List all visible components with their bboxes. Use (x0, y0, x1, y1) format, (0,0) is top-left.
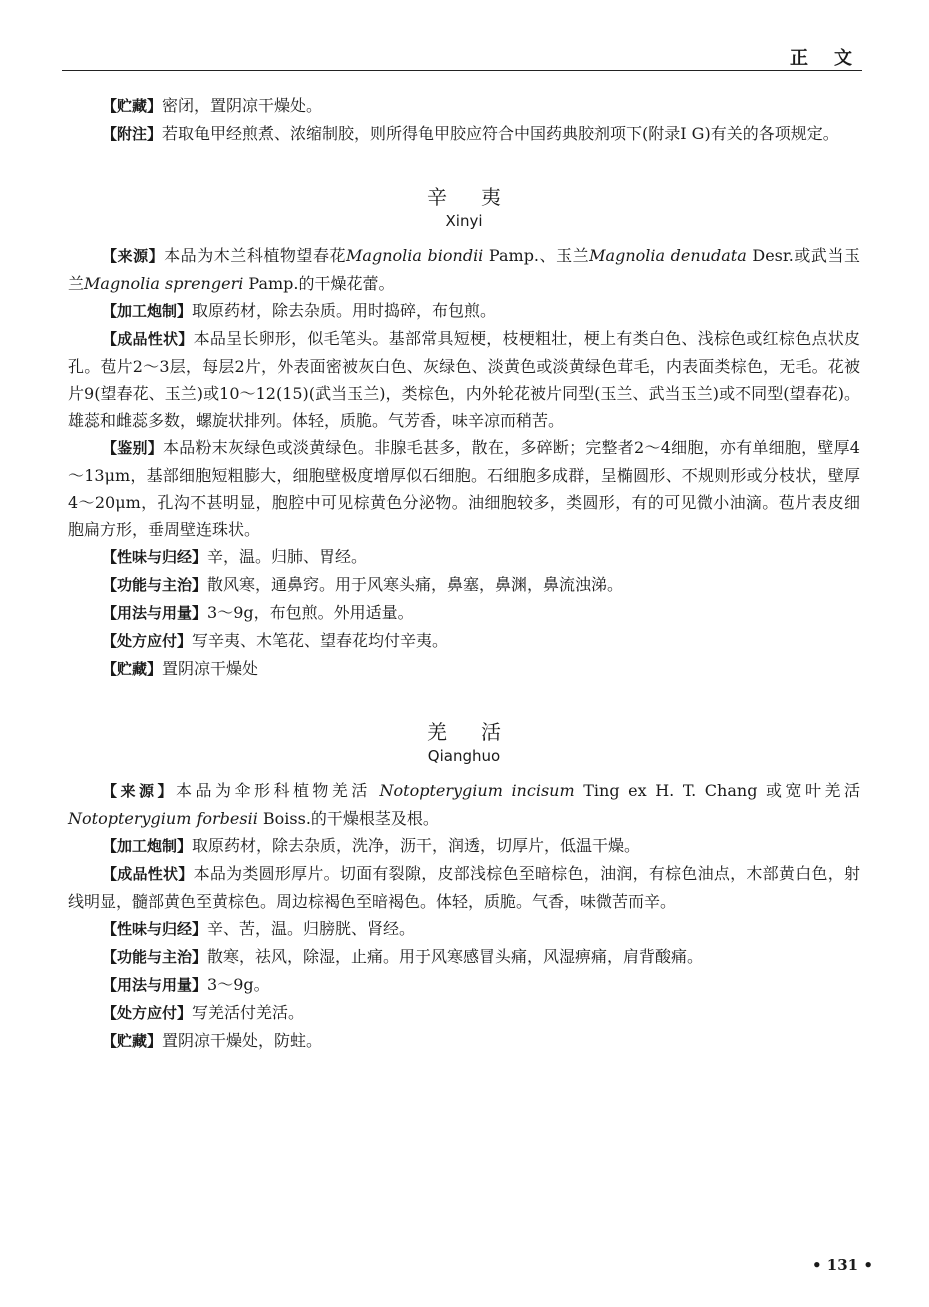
label: 【用法与用量】 (102, 604, 208, 622)
qianghuo-source (68, 777, 860, 832)
prev-storage (68, 92, 860, 120)
text: 3～9g。 (207, 975, 270, 994)
text: Pamp.、玉兰 (483, 246, 590, 265)
text: 辛、苦，温。归膀胱、肾经。 (207, 919, 416, 938)
xinyi-taste (68, 543, 860, 571)
header-rule (62, 70, 862, 71)
label: 【处方应付】 (102, 1004, 193, 1022)
xinyi-processing (68, 297, 860, 325)
xinyi-source (68, 242, 860, 297)
label: 【性味与归经】 (102, 920, 208, 938)
xinyi-identification (68, 434, 860, 543)
label: 【附注】 (102, 125, 163, 143)
label: 【鉴别】 (102, 439, 163, 457)
label: 【成品性状】 (102, 330, 194, 348)
xinyi-prescription (68, 627, 860, 655)
text: 本品为伞形科植物羌活 (175, 781, 380, 800)
qianghuo-storage (68, 1027, 860, 1055)
label: 【贮藏】 (102, 660, 163, 678)
text: 写辛夷、木笔花、望春花均付辛夷。 (192, 631, 449, 650)
species-name: Notopterygium incisum (379, 781, 575, 800)
qianghuo-properties (68, 860, 860, 915)
text: 3～9g，布包煎。外用适量。 (207, 603, 414, 622)
entry-title-qianghuo: 羌活 (427, 720, 535, 744)
text: 写羌活付羌活。 (192, 1003, 305, 1022)
page-number: • 131 • (812, 1256, 873, 1274)
text: 置阴凉干燥处 (162, 659, 259, 678)
page-body (68, 92, 860, 1055)
label: 【功能与主治】 (102, 948, 208, 966)
xinyi-properties (68, 325, 860, 434)
qianghuo-dosage (68, 971, 860, 999)
species-name: Notopterygium forbesii (68, 809, 258, 828)
text: 取原药材，除去杂质。用时捣碎，布包煎。 (192, 301, 497, 320)
text: 置阴凉干燥处，防蛀。 (162, 1031, 323, 1050)
label: 【来源】 (102, 782, 176, 800)
text: 若取龟甲经煎煮、浓缩制胶，则所得龟甲胶应符合中国药典胶剂项下(附录Ⅰ G)有关的各项规定。 (162, 124, 839, 143)
label: 【贮藏】 (102, 97, 163, 115)
qianghuo-prescription (68, 999, 860, 1027)
text: 散风寒，通鼻窍。用于风寒头痛，鼻塞，鼻渊，鼻流浊涕。 (207, 575, 624, 594)
text: 取原药材，除去杂质，洗净，沥干，润透，切厚片，低温干燥。 (192, 836, 641, 855)
label: 【加工炮制】 (102, 837, 193, 855)
xinyi-dosage (68, 599, 860, 627)
label: 【处方应付】 (102, 632, 193, 650)
text: Ting ex H. T. Chang 或宽叶羌活 (574, 781, 860, 800)
qianghuo-function (68, 943, 860, 971)
species-name: Magnolia denudata (589, 246, 747, 265)
running-header: 正文 (790, 48, 878, 69)
text: Pamp.的干燥花蕾。 (243, 274, 395, 293)
label: 【用法与用量】 (102, 976, 208, 994)
label: 【成品性状】 (102, 865, 194, 883)
text: 本品为类圆形厚片。切面有裂隙，皮部浅棕色至暗棕色，油润，有棕色油点，木部黄白色，射线明显，髓部黄色至黄棕色。周边棕褐色至暗褐色。体轻，质脆。气香，味微苦而辛。 (68, 864, 860, 911)
species-name: Magnolia biondii (346, 246, 484, 265)
text: 密闭，置阴凉干燥处。 (162, 96, 323, 115)
prev-note (68, 120, 860, 148)
text: 散寒，祛风，除湿，止痛。用于风寒感冒头痛，风湿痹痛，肩背酸痛。 (207, 947, 704, 966)
label: 【功能与主治】 (102, 576, 208, 594)
text: 本品为木兰科植物望春花 (164, 246, 347, 265)
text: Boiss.的干燥根茎及根。 (257, 809, 439, 828)
text: Desr.或武当玉兰 (68, 246, 860, 293)
text: 本品粉末灰绿色或淡黄绿色。非腺毛甚多，散在，多碎断；完整者2～4细胞，亦有单细胞，壁厚4～13μm，基部细胞短粗膨大，细胞壁极度增厚似石细胞。石细胞多成群，呈椭圆形、不规则形或分枝状，壁厚4～20μm，孔沟不甚明显，胞腔中可见棕黄色分泌物。油细胞较多，类圆形，有的可见微小油滴。苞片表皮细胞扁方形，垂周壁连珠状。 (68, 438, 860, 539)
label: 【性味与归经】 (102, 548, 208, 566)
text: 辛，温。归肺、胃经。 (207, 547, 368, 566)
xinyi-storage (68, 655, 860, 683)
species-name: Magnolia sprengeri (84, 274, 244, 293)
text: 本品呈长卵形，似毛笔头。基部常具短梗，枝梗粗壮，梗上有类白色、浅棕色或红棕色点状皮孔。苞片2～3层，每层2片，外表面密被灰白色、灰绿色、淡黄色或淡黄绿色茸毛，内表面类棕色，无毛。花被片9(望春花、玉兰)或10～12(15)(武当玉兰)，类棕色，内外轮花被片同型(玉兰、武当玉兰)或不同型(望春花)。雄蕊和雌蕊多数，螺旋状排列。体轻，质脆。气芳香，味辛凉而稍苦。 (68, 329, 860, 430)
qianghuo-taste (68, 915, 860, 943)
label: 【来源】 (102, 247, 165, 265)
qianghuo-processing (68, 832, 860, 860)
entry-pinyin-xinyi: Xinyi (445, 212, 483, 230)
entry-pinyin-qianghuo: Qianghuo (427, 747, 501, 765)
label: 【贮藏】 (102, 1032, 163, 1050)
entry-title-xinyi: 辛夷 (427, 185, 535, 209)
label: 【加工炮制】 (102, 302, 193, 320)
xinyi-function (68, 571, 860, 599)
